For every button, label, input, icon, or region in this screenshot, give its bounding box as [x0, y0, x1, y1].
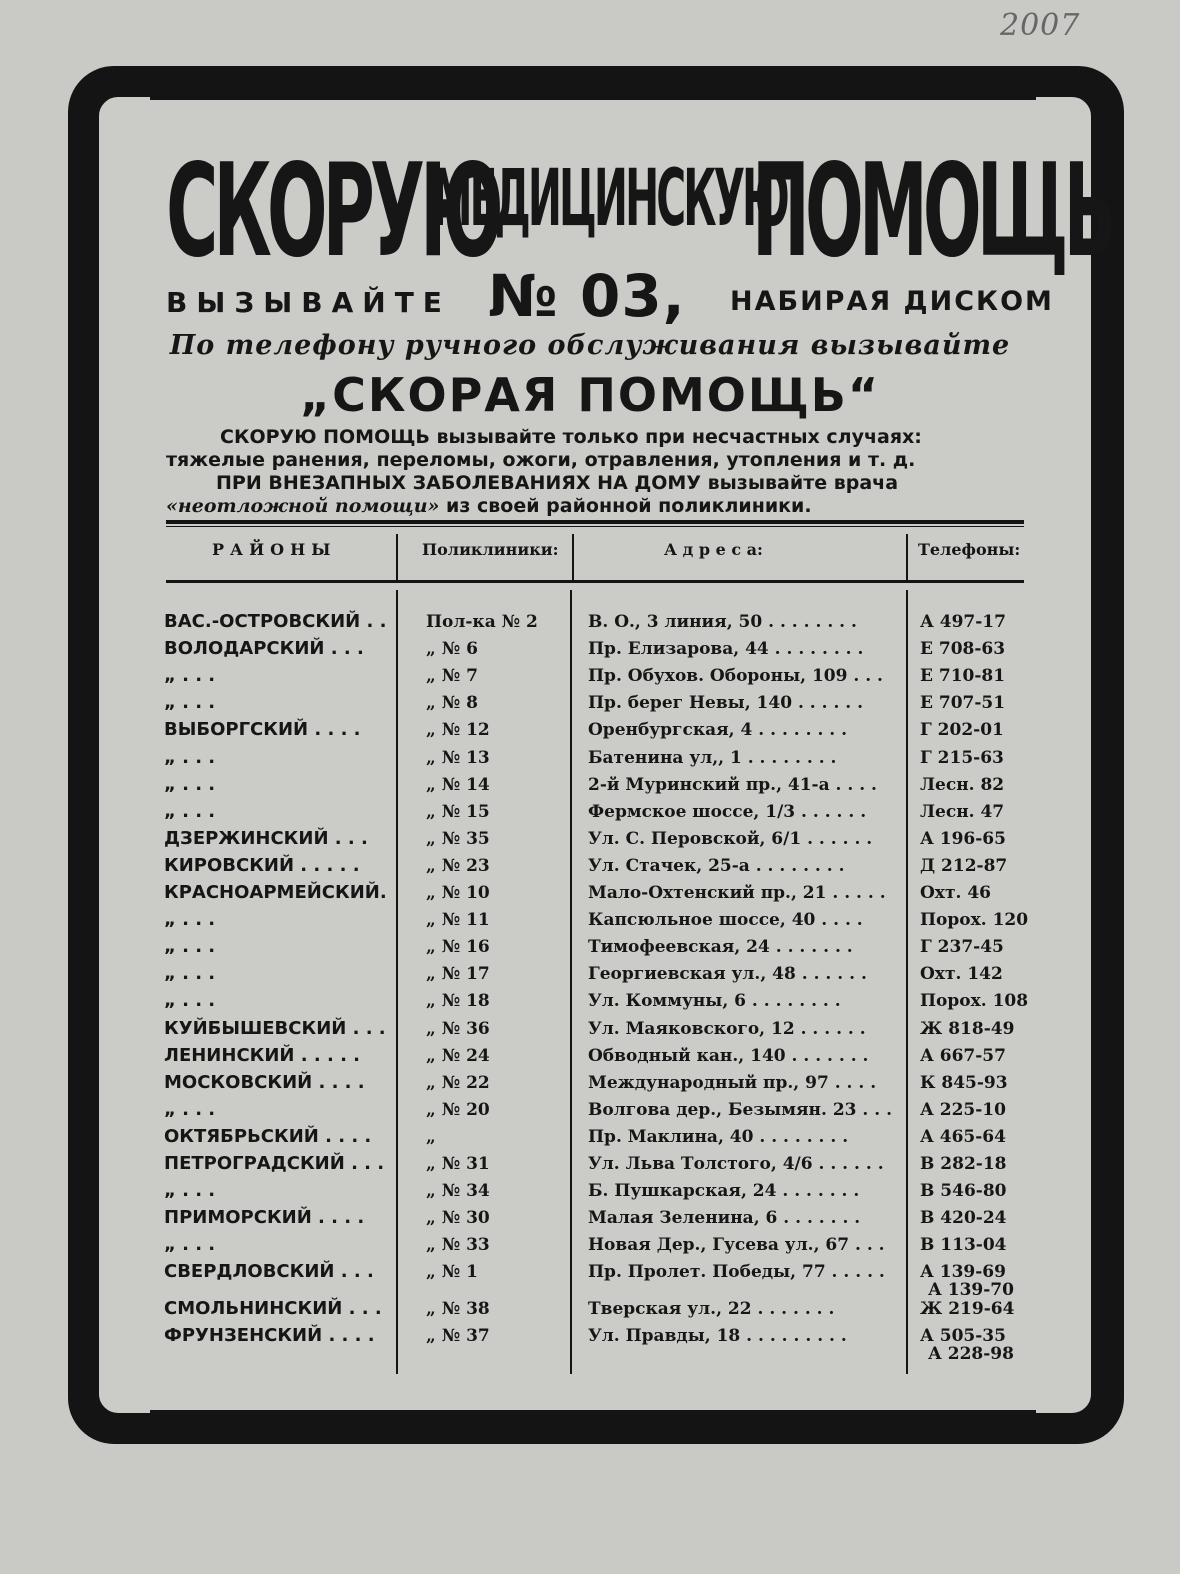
phone-cell: Д 212-87 — [920, 855, 1008, 876]
phone-cell: В 420-24 — [920, 1208, 1007, 1229]
dial-label: НАБИРАЯ ДИСКОМ — [730, 286, 1054, 317]
address-cell: Ул. Правды, 18 . . . . . . . . . — [588, 1325, 847, 1346]
clinic-cell: „ № 30 — [426, 1208, 490, 1229]
phone-cell: К 845-93 — [920, 1072, 1008, 1093]
address-cell: Пр. Обухов. Обороны, 109 . . . — [588, 666, 883, 687]
clinic-cell: „ № 16 — [426, 937, 490, 958]
phone-cell: В 546-80 — [920, 1181, 1007, 1202]
address-cell: 2-й Муринский пр., 41-а . . . . — [588, 774, 877, 795]
address-cell: Международный пр., 97 . . . . — [588, 1072, 877, 1093]
phone-cell: А 505-35 — [920, 1325, 1006, 1346]
address-cell: Мало-Охтенский пр., 21 . . . . . — [588, 883, 886, 903]
phone-cell-secondary: А 139-70 — [928, 1280, 1014, 1301]
header-divider-1 — [396, 534, 398, 580]
address-cell: Тверская ул., 22 . . . . . . . — [588, 1298, 835, 1319]
manual-service-line: По телефону ручного обслуживания вызывайте — [169, 330, 1011, 361]
instruction-line-1: СКОРУЮ ПОМОЩЬ вызывайте только при несчастных случаях: — [220, 426, 922, 448]
district-cell: „ . . . — [164, 1234, 216, 1256]
clinic-cell: „ № 33 — [426, 1235, 490, 1256]
address-cell: Ул. Стачек, 25-а . . . . . . . . — [588, 855, 845, 876]
district-cell: „ . . . — [164, 963, 216, 985]
phone-cell: Ж 818-49 — [920, 1018, 1015, 1039]
address-cell: В. О., 3 линия, 50 . . . . . . . . — [588, 612, 857, 632]
headline-word-3: ПОМОЩЬ — [752, 137, 1112, 286]
clinic-cell: „ № 23 — [426, 855, 490, 876]
district-cell: ВЫБОРГСКИЙ . . . . — [164, 719, 361, 741]
district-cell: ЛЕНИНСКИЙ . . . . . — [164, 1044, 361, 1066]
clinic-cell: „ № 22 — [426, 1072, 490, 1093]
clinic-cell: „ № 24 — [426, 1045, 490, 1066]
district-cell: СВЕРДЛОВСКИЙ . . . — [164, 1261, 374, 1283]
phone-cell: А 225-10 — [920, 1099, 1006, 1120]
clinic-cell: „ № 11 — [426, 910, 490, 931]
instruction-line-4 — [166, 495, 1026, 517]
district-cell: „ . . . — [164, 800, 216, 822]
address-cell: Батенина ул,, 1 . . . . . . . . — [588, 747, 837, 768]
phone-cell: Лесн. 47 — [920, 801, 1005, 822]
district-cell: КИРОВСКИЙ . . . . . — [164, 854, 360, 876]
phone-cell: А 465-64 — [920, 1126, 1006, 1147]
clinic-cell: Пол-ка № 2 — [426, 612, 538, 632]
address-cell: Пр. Пролет. Победы, 77 . . . . . — [588, 1262, 885, 1283]
headline-word-2: МЕДИЦИНСКУЮ — [432, 154, 787, 244]
instruction-rest: из своей районной поликлиники. — [446, 495, 812, 517]
address-cell: Обводный кан., 140 . . . . . . . — [588, 1045, 869, 1066]
column-divider-3 — [906, 590, 908, 1374]
phone-cell: А 497-17 — [920, 612, 1006, 632]
district-cell: ДЗЕРЖИНСКИЙ . . . — [164, 827, 368, 849]
phone-cell: Порох. 108 — [920, 991, 1029, 1012]
address-cell: Фермское шоссе, 1/3 . . . . . . — [588, 801, 867, 822]
address-cell: Оренбургская, 4 . . . . . . . . — [588, 720, 848, 741]
phone-cell: Охт. 46 — [920, 883, 991, 903]
clinic-cell: „ № 31 — [426, 1154, 490, 1174]
table-top-rule — [166, 520, 1024, 524]
district-cell: ВАС.-ОСТРОВСКИЙ . . — [164, 611, 387, 632]
district-cell: „ . . . — [164, 665, 216, 687]
address-cell: Новая Дер., Гусева ул., 67 . . . — [588, 1235, 885, 1256]
phone-cell: Порох. 120 — [920, 910, 1029, 931]
clinic-cell: „ № 7 — [426, 666, 478, 687]
district-cell: ПЕТРОГРАДСКИЙ . . . — [164, 1153, 385, 1174]
phone-cell: Г 237-45 — [920, 937, 1004, 958]
clinic-cell: „ — [426, 1126, 436, 1147]
clinic-cell: „ № 36 — [426, 1018, 490, 1039]
phone-cell: Е 708-63 — [920, 639, 1006, 660]
clinic-cell: „ № 37 — [426, 1325, 490, 1346]
district-cell: СМОЛЬНИНСКИЙ . . . — [164, 1297, 382, 1319]
district-cell: „ . . . — [164, 746, 216, 768]
service-name: „СКОРАЯ ПОМОЩЬ“ — [299, 368, 881, 422]
clinic-cell: „ № 14 — [426, 774, 490, 795]
phone-cell: Г 202-01 — [920, 720, 1004, 741]
clinic-cell: „ № 38 — [426, 1298, 490, 1319]
phone-cell: Е 710-81 — [920, 666, 1006, 687]
table-top-rule-thin — [166, 526, 1024, 527]
phone-cell: Ж 219-64 — [920, 1298, 1015, 1319]
instruction-line-3: ПРИ ВНЕЗАПНЫХ ЗАБОЛЕВАНИЯХ НА ДОМУ вызывайте врача — [216, 472, 899, 494]
header-phones: Телефоны: — [918, 540, 1021, 559]
instruction-line-2: тяжелые ранения, переломы, ожоги, отравления, утопления и т. д. — [166, 449, 916, 471]
district-cell: „ . . . — [164, 1098, 216, 1120]
district-cell: „ . . . — [164, 936, 216, 958]
address-cell: Тимофеевская, 24 . . . . . . . — [588, 937, 853, 958]
district-cell: „ . . . — [164, 773, 216, 795]
phone-cell: В 282-18 — [920, 1154, 1007, 1174]
address-cell: Ул. Коммуны, 6 . . . . . . . . — [588, 991, 841, 1012]
clinic-cell: „ № 35 — [426, 828, 490, 849]
address-cell: Ул. Льва Толстого, 4/6 . . . . . . — [588, 1154, 884, 1174]
clinic-cell: „ № 6 — [426, 639, 478, 660]
address-cell: Капсюльное шоссе, 40 . . . . — [588, 910, 863, 931]
address-cell: Пр. Маклина, 40 . . . . . . . . — [588, 1126, 849, 1147]
district-cell: „ . . . — [164, 909, 216, 931]
phone-cell: А 667-57 — [920, 1045, 1006, 1066]
phone-cell: Лесн. 82 — [920, 774, 1005, 795]
clinic-cell: „ № 8 — [426, 693, 478, 714]
district-cell: „ . . . — [164, 990, 216, 1012]
address-cell: Пр. берег Невы, 140 . . . . . . — [588, 693, 864, 714]
clinic-cell: „ № 20 — [426, 1099, 490, 1120]
clinic-cell: „ № 1 — [426, 1262, 478, 1283]
district-cell: ПРИМОРСКИЙ . . . . — [164, 1207, 365, 1229]
clinic-cell: „ № 15 — [426, 801, 490, 822]
address-cell: Волгова дер., Безымян. 23 . . . — [588, 1099, 892, 1120]
header-addresses: А д р е с а: — [664, 540, 763, 559]
handwritten-note: 2007 — [1000, 8, 1081, 43]
call-label: ВЫЗЫВАЙТЕ — [166, 286, 451, 319]
address-cell: Ул. Маяковского, 12 . . . . . . — [588, 1018, 866, 1039]
district-cell: ФРУНЗЕНСКИЙ . . . . — [164, 1324, 375, 1346]
phone-cell: А 196-65 — [920, 828, 1006, 849]
clinic-cell: „ № 10 — [426, 883, 490, 903]
table-header-rule — [166, 580, 1024, 583]
phone-cell: Г 215-63 — [920, 747, 1004, 768]
district-cell: „ . . . — [164, 1180, 216, 1202]
phone-cell: А 139-69 — [920, 1262, 1006, 1283]
instruction-italic: «неотложной помощи» — [166, 495, 440, 517]
district-cell: КУЙБЫШЕВСКИЙ . . . — [164, 1017, 386, 1039]
district-cell: МОСКОВСКИЙ . . . . — [164, 1071, 365, 1093]
address-cell: Пр. Елизарова, 44 . . . . . . . . — [588, 639, 864, 660]
clinic-cell: „ № 13 — [426, 747, 490, 768]
clinic-cell: „ № 12 — [426, 720, 490, 741]
district-cell: КРАСНОАРМЕЙСКИЙ. — [164, 882, 387, 903]
address-cell: Малая Зеленина, 6 . . . . . . . — [588, 1208, 861, 1229]
clinic-cell: „ № 34 — [426, 1181, 490, 1202]
column-divider-2 — [570, 590, 572, 1374]
district-cell: ОКТЯБРЬСКИЙ . . . . — [164, 1125, 372, 1147]
phone-cell: Е 707-51 — [920, 693, 1006, 714]
header-clinics: Поликлиники: — [422, 540, 559, 559]
header-divider-3 — [906, 534, 908, 580]
address-cell: Георгиевская ул., 48 . . . . . . — [588, 964, 867, 985]
phone-cell-secondary: А 228-98 — [928, 1343, 1014, 1364]
phone-cell: В 113-04 — [920, 1235, 1007, 1256]
clinic-cell: „ № 18 — [426, 991, 490, 1012]
clinic-cell: „ № 17 — [426, 964, 490, 985]
emergency-number: № 03, — [488, 262, 686, 330]
address-cell: Ул. С. Перовской, 6/1 . . . . . . — [588, 828, 873, 849]
address-cell: Б. Пушкарская, 24 . . . . . . . — [588, 1181, 860, 1202]
header-districts: РАЙОНЫ — [212, 540, 337, 559]
headline-word-1: СКОРУЮ — [166, 137, 499, 286]
district-cell: „ . . . — [164, 692, 216, 714]
district-cell: ВОЛОДАРСКИЙ . . . — [164, 638, 364, 660]
header-divider-2 — [572, 534, 574, 580]
phone-cell: Охт. 142 — [920, 964, 1003, 985]
column-divider-1 — [396, 590, 398, 1374]
